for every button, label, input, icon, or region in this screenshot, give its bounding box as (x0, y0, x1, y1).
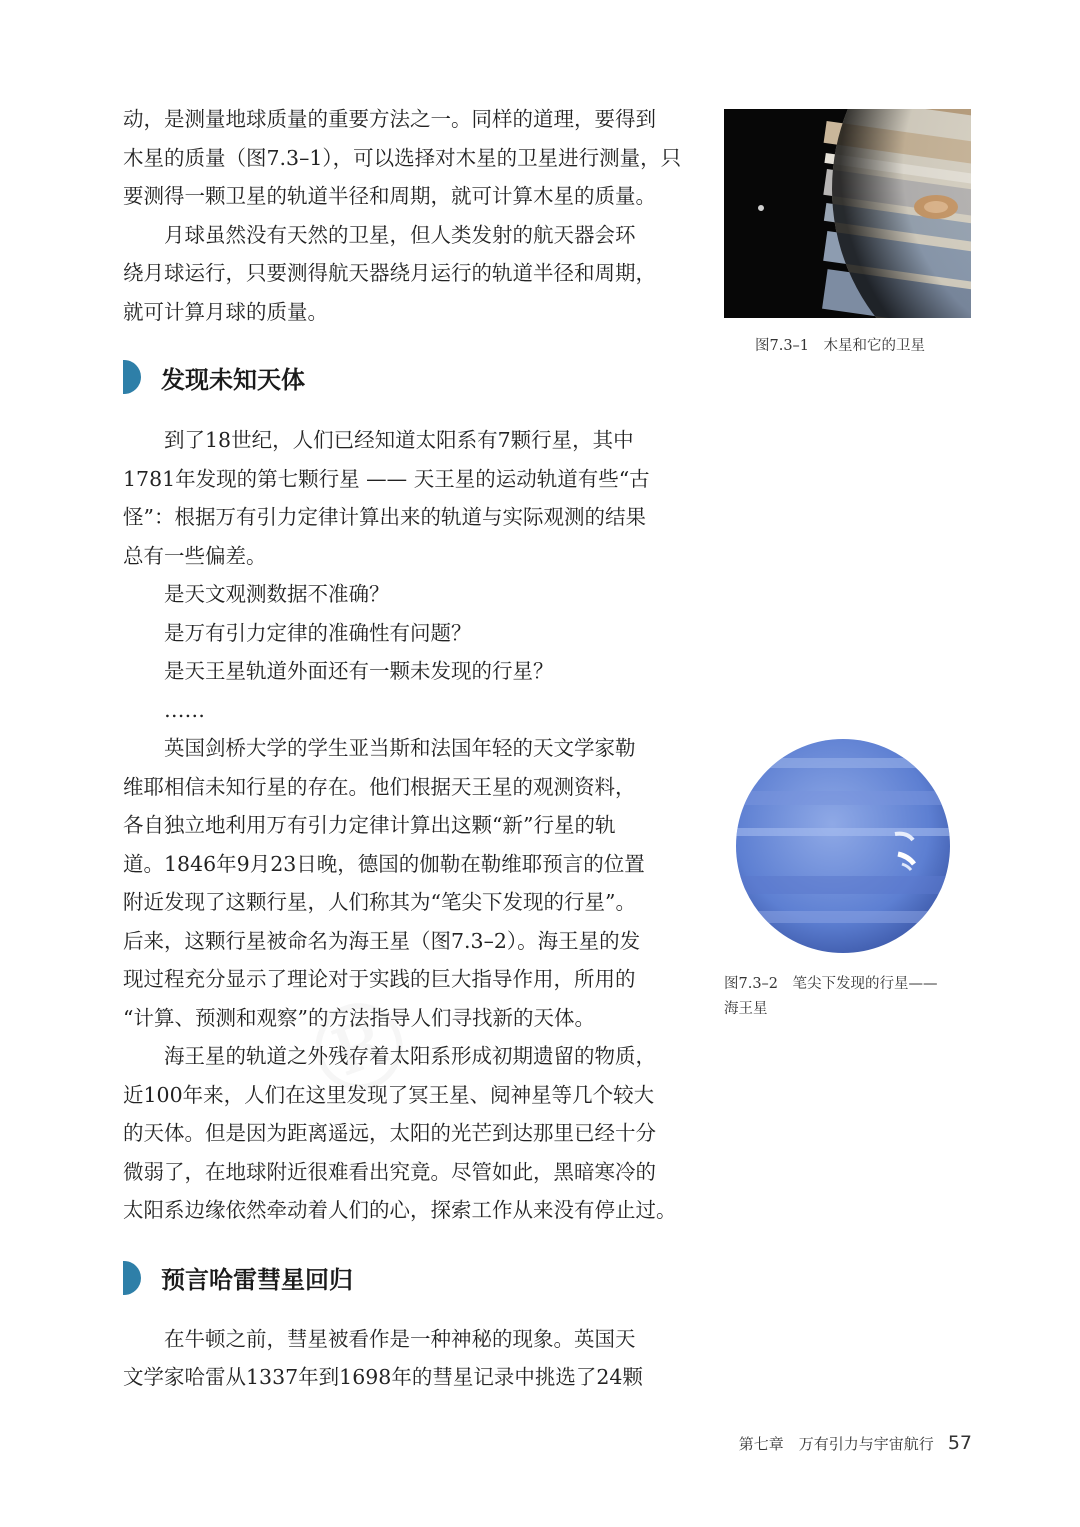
figure-jupiter (724, 109, 971, 359)
page-footer (739, 1432, 972, 1454)
paragraph-outer-solar-system (123, 1037, 685, 1230)
text-line: 动，是测量地球质量的重要方法之一。同样的道理，要得到 (123, 107, 656, 131)
text-line: 太阳系边缘依然牵动着人们的心，探索工作从来没有停止过。 (123, 1198, 677, 1222)
heading-marker (123, 360, 141, 394)
ellipsis-line: …… (164, 697, 205, 722)
text-line: 后来，这颗行星被命名为海王星（图7.3–2）。海王星的发 (123, 928, 641, 953)
figure-caption-line: 图7.3–2 笔尖下发现的行星—— (724, 976, 938, 992)
page-number: 57 (947, 1432, 972, 1454)
heading-title: 预言哈雷彗星回归 (161, 1266, 353, 1294)
heading-title: 发现未知天体 (161, 365, 305, 394)
paragraph-comets (123, 1320, 685, 1397)
text-line: 在牛顿之前，彗星被看作是一种神秘的现象。英国天 (164, 1326, 636, 1351)
paragraph-jupiter (123, 100, 685, 216)
text-line: 总有一些偏差。 (123, 543, 267, 568)
main-text-column (123, 100, 685, 1397)
figure-caption-line: 海王星 (724, 1001, 768, 1017)
figure-caption (724, 972, 984, 1022)
text-line: 道。1846年9月23日晚，德国的伽勒在勒维耶预言的位置 (123, 851, 645, 876)
chapter-title: 第七章 万有引力与宇宙航行 (738, 1435, 934, 1453)
text-line: 附近发现了这颗行星，人们称其为“笔尖下发现的行星”。 (123, 890, 636, 914)
figure-neptune (724, 736, 984, 1022)
text-line: 近100年来，人们在这里发现了冥王星、阋神星等几个较大 (123, 1082, 655, 1107)
jupiter-image (724, 109, 971, 318)
text-line: 英国剑桥大学的学生亚当斯和法国年轻的天文学家勒 (164, 736, 636, 760)
text-line: 要测得一颗卫星的轨道半径和周期，就可计算木星的质量。 (123, 184, 656, 208)
text-line: 维耶相信未知行星的存在。他们根据天王星的观测资料， (123, 774, 636, 799)
text-line: 文学家哈雷从1337年到1698年的彗星记录中挑选了24颗 (123, 1365, 643, 1389)
text-line: 绕月球运行，只要测得航天器绕月运行的轨道半径和周期， (123, 261, 656, 285)
question-line: 是天文观测数据不准确？ (164, 582, 390, 606)
text-line: 怪”：根据万有引力定律计算出来的轨道与实际观测的结果 (123, 505, 646, 529)
section-heading-halley (123, 1258, 685, 1298)
neptune-image (730, 736, 962, 958)
question-line: 是万有引力定律的准确性有问题？ (164, 620, 472, 645)
text-line: 1781年发现的第七颗行星 —— 天王星的运动轨道有些“古 (123, 466, 650, 491)
text-line: 的天体。但是因为距离遥远，太阳的光芒到达那里已经十分 (123, 1121, 656, 1145)
paragraph-uranus (123, 421, 685, 729)
question-line: 是天王星轨道外面还有一颗未发现的行星？ (164, 659, 554, 683)
text-line: 海王星的轨道之外残存着太阳系形成初期遗留的物质， (164, 1044, 656, 1068)
text-line: 微弱了，在地球附近很难看出究竟。尽管如此，黑暗寒冷的 (123, 1159, 656, 1184)
text-line: 木星的质量（图7.3–1），可以选择对木星的卫星进行测量，只 (123, 145, 682, 170)
text-line: 就可计算月球的质量。 (123, 299, 328, 324)
figure-caption: 图7.3–1 木星和它的卫星 (755, 338, 926, 354)
text-line: 各自独立地利用万有引力定律计算出这颗“新”行星的轨 (123, 813, 616, 837)
heading-marker (123, 1261, 141, 1295)
paragraph-neptune-discovery (123, 729, 685, 1037)
paragraph-moon (123, 216, 685, 332)
section-heading-discover (123, 357, 685, 397)
text-line: 现过程充分显示了理论对于实践的巨大指导作用，所用的 (123, 967, 636, 991)
text-line: 到了18世纪，人们已经知道太阳系有7颗行星，其中 (164, 428, 634, 452)
text-line: 月球虽然没有天然的卫星，但人类发射的航天器会环 (164, 222, 636, 247)
text-line: “计算、预测和观察”的方法指导人们寻找新的天体。 (123, 1005, 595, 1030)
moon-dot (758, 205, 764, 211)
